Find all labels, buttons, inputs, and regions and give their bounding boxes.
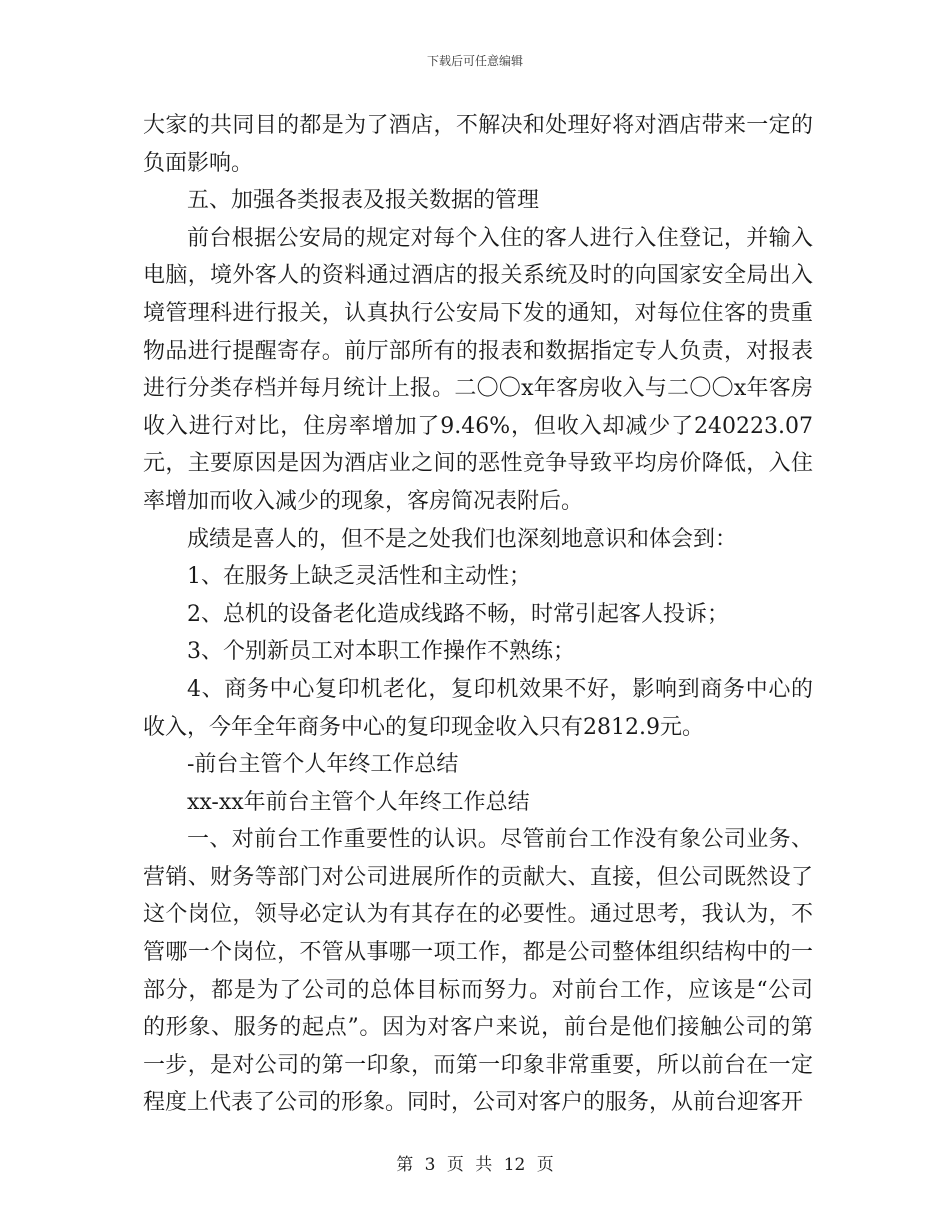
list-item-3: 3、个别新员工对本职工作操作不熟练； <box>187 639 575 665</box>
paragraph-importance: 一、对前台工作重要性的认识。尽管前台工作没有象公司业务、营销、财务等部门对公司进展所作的贡献大、直接，但公司既然设了这个岗位，领导必定认为有其存在的必要性。通过思考，我认为，不管哪一个岗位，不管从事哪一项工作，都是公司整体组织结构中的一部分，都是为了公司的总体目标而努力。对前台工作，应该是“公司的形象、服务的起点”。因为对客户来说，前台是他们接触公司的第一步，是对公司的第一印象，而第一印象非常重要，所以前台在一定程度上代表了公司的形象。同时，公司对客户的服务，从前台迎客开 <box>143 827 813 1116</box>
list-item-1: 1、在服务上缺乏灵活性和主动性； <box>187 564 531 590</box>
paragraph-reporting: 前台根据公安局的规定对每个入住的客人进行入住登记，并输入电脑，境外客人的资料通过酒店的报关系统及时的向国家安全局出入境管理科进行报关，认真执行公安局下发的通知，对每位住客的贵重物品进行提醒寄存。前厅部所有的报表和数据指定专人负责，对报表进行分类存档并每月统计上报。二〇〇x年客房收入与二〇〇x年客房收入进行对比，住房率增加了9.46%，但收入却减少了240223.07元，主要原因是因为酒店业之间的恶性竞争导致平均房价降低，入住率增加而收入减少的现象，客房简况表附后。 <box>143 225 813 514</box>
document-subtitle: xx-xx年前台主管个人年终工作总结 <box>187 789 530 815</box>
paragraph-shortcomings-intro: 成绩是喜人的，但不是之处我们也深刻地意识和体会到： <box>187 526 738 552</box>
document-body <box>143 107 813 1122</box>
list-item-4: 4、商务中心复印机老化，复印机效果不好，影响到商务中心的收入，今年全年商务中心的复印现金收入只有2812.9元。 <box>143 676 813 740</box>
section-heading-5: 五、加强各类报表及报关数据的管理 <box>187 188 540 214</box>
list-item-2: 2、总机的设备老化造成线路不畅，时常引起客人投诉； <box>187 601 729 627</box>
page-footer: 第 3 页 共 12 页 <box>396 1155 554 1175</box>
section-title: -前台主管个人年终工作总结 <box>187 752 459 778</box>
page-header: 下载后可任意编辑 <box>426 54 523 68</box>
paragraph-1: 大家的共同目的都是为了酒店，不解决和处理好将对酒店带来一定的负面影响。 <box>143 113 813 176</box>
